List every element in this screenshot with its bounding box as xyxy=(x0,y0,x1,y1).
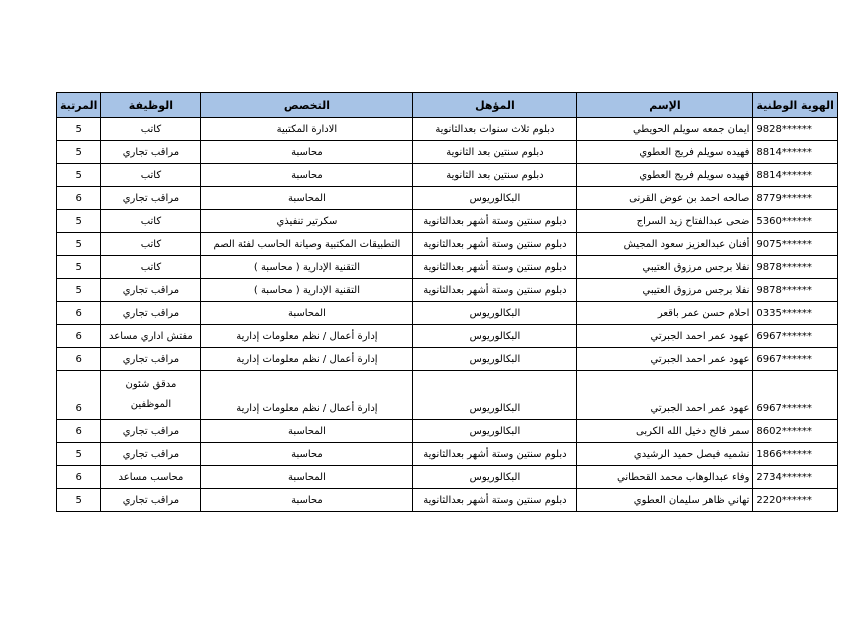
rank-cell: 6 xyxy=(57,302,101,325)
job-cell: مراقب تجاري xyxy=(101,141,201,164)
specialization-cell: التطبيقات المكتبية وصيانة الحاسب لفئة الصم xyxy=(201,233,413,256)
header-row xyxy=(57,93,838,118)
specialization-cell: التقنية الإدارية ( محاسبة ) xyxy=(201,256,413,279)
qualification-cell: دبلوم ثلاث سنوات بعدالثانوية xyxy=(413,118,577,141)
table-row xyxy=(57,187,838,210)
qualification-cell: البكالوريوس xyxy=(413,371,577,420)
rank-cell: 5 xyxy=(57,443,101,466)
national-id-cell: 2734****** xyxy=(753,466,838,489)
table-row xyxy=(57,325,838,348)
qualification-cell: دبلوم سنتين بعد الثانوية xyxy=(413,141,577,164)
specialization-cell: المحاسبة xyxy=(201,187,413,210)
table-row xyxy=(57,164,838,187)
rank-cell: 6 xyxy=(57,348,101,371)
table-body xyxy=(57,118,838,512)
specialization-cell: الادارة المكتبية xyxy=(201,118,413,141)
table-row xyxy=(57,279,838,302)
job-cell xyxy=(101,371,201,420)
job-cell: محاسب مساعد xyxy=(101,466,201,489)
job-cell: مراقب تجاري xyxy=(101,489,201,512)
national-id-cell: 6967****** xyxy=(753,325,838,348)
job-cell: كاتب xyxy=(101,164,201,187)
qualification-cell: البكالوريوس xyxy=(413,302,577,325)
rank-cell: 5 xyxy=(57,256,101,279)
qualification-cell: دبلوم سنتين وستة أشهر بعدالثانوية xyxy=(413,233,577,256)
job-cell: مراقب تجاري xyxy=(101,348,201,371)
header-name: الإسم xyxy=(577,93,753,118)
table-row xyxy=(57,420,838,443)
header-rank: المرتبة xyxy=(57,93,101,118)
job-cell: مراقب تجاري xyxy=(101,420,201,443)
job-cell: مراقب تجاري xyxy=(101,279,201,302)
job-cell: كاتب xyxy=(101,210,201,233)
job-cell: كاتب xyxy=(101,256,201,279)
specialization-cell: المحاسبة xyxy=(201,466,413,489)
table-row xyxy=(57,302,838,325)
qualification-cell: البكالوريوس xyxy=(413,420,577,443)
specialization-cell: إدارة أعمال / نظم معلومات إدارية xyxy=(201,371,413,420)
national-id-cell: 8814****** xyxy=(753,141,838,164)
job-cell: كاتب xyxy=(101,118,201,141)
name-cell: فهيده سويلم فريج العطوي xyxy=(577,164,753,187)
national-id-cell: 9828****** xyxy=(753,118,838,141)
qualification-cell: دبلوم سنتين وستة أشهر بعدالثانوية xyxy=(413,210,577,233)
header-national-id: الهوية الوطنية xyxy=(753,93,838,118)
name-cell: سمر فالح دخيل الله الكربى xyxy=(577,420,753,443)
name-cell: عهود عمر احمد الجبرتي xyxy=(577,348,753,371)
qualification-cell: دبلوم سنتين وستة أشهر بعدالثانوية xyxy=(413,443,577,466)
specialization-cell: المحاسبة xyxy=(201,302,413,325)
specialization-cell: التقنية الإدارية ( محاسبة ) xyxy=(201,279,413,302)
national-id-cell: 5360****** xyxy=(753,210,838,233)
qualification-cell: البكالوريوس xyxy=(413,325,577,348)
national-id-cell: 8814****** xyxy=(753,164,838,187)
table-row xyxy=(57,466,838,489)
job-line-1: مدقق شئون xyxy=(125,379,177,390)
rank-cell: 5 xyxy=(57,141,101,164)
name-cell: أفنان عبدالعزيز سعود المجيش xyxy=(577,233,753,256)
table-row xyxy=(57,443,838,466)
table-row xyxy=(57,233,838,256)
specialization-cell: محاسبة xyxy=(201,443,413,466)
name-cell: نفلا برجس مرزوق العتيبي xyxy=(577,279,753,302)
qualification-cell: البكالوريوس xyxy=(413,348,577,371)
rank-cell: 5 xyxy=(57,489,101,512)
national-id-cell: 8602****** xyxy=(753,420,838,443)
specialization-cell: المحاسبة xyxy=(201,420,413,443)
table-row xyxy=(57,256,838,279)
specialization-cell: إدارة أعمال / نظم معلومات إدارية xyxy=(201,325,413,348)
specialization-cell: محاسبة xyxy=(201,489,413,512)
header-qualification: المؤهل xyxy=(413,93,577,118)
table-row xyxy=(57,118,838,141)
job-cell: مراقب تجاري xyxy=(101,302,201,325)
national-id-cell: 6967****** xyxy=(753,371,838,420)
candidates-table xyxy=(56,92,838,512)
national-id-cell: 8779****** xyxy=(753,187,838,210)
national-id-cell: 9878****** xyxy=(753,279,838,302)
job-cell: مفتش اداري مساعد xyxy=(101,325,201,348)
name-cell: وفاء عبدالوهاب محمد القحطاني xyxy=(577,466,753,489)
name-cell: ايمان جمعه سويلم الحويطي xyxy=(577,118,753,141)
qualification-cell: البكالوريوس xyxy=(413,466,577,489)
rank-cell: 5 xyxy=(57,233,101,256)
name-cell: عهود عمر احمد الجبرتي xyxy=(577,325,753,348)
specialization-cell: إدارة أعمال / نظم معلومات إدارية xyxy=(201,348,413,371)
rank-cell: 5 xyxy=(57,164,101,187)
name-cell: نفلا برجس مرزوق العتيبي xyxy=(577,256,753,279)
job-cell: مراقب تجاري xyxy=(101,187,201,210)
rank-cell: 5 xyxy=(57,279,101,302)
rank-cell: 5 xyxy=(57,118,101,141)
specialization-cell: محاسبة xyxy=(201,164,413,187)
name-cell: ضحى عبدالفتاح زيد السراج xyxy=(577,210,753,233)
header-specialization: التخصص xyxy=(201,93,413,118)
table-row xyxy=(57,210,838,233)
specialization-cell: محاسبة xyxy=(201,141,413,164)
qualification-cell: دبلوم سنتين وستة أشهر بعدالثانوية xyxy=(413,489,577,512)
qualification-cell: دبلوم سنتين وستة أشهر بعدالثانوية xyxy=(413,279,577,302)
national-id-cell: 9878****** xyxy=(753,256,838,279)
table-row xyxy=(57,348,838,371)
job-cell: كاتب xyxy=(101,233,201,256)
name-cell: نشميه فيصل حميد الرشيدي xyxy=(577,443,753,466)
table-row xyxy=(57,141,838,164)
job-cell: مراقب تجاري xyxy=(101,443,201,466)
rank-cell: 6 xyxy=(57,466,101,489)
rank-cell: 6 xyxy=(57,371,101,420)
rank-cell: 6 xyxy=(57,325,101,348)
specialization-cell: سكرتير تنفيذي xyxy=(201,210,413,233)
name-cell: تهاني ظاهر سليمان العطوي xyxy=(577,489,753,512)
header-job: الوظيفة xyxy=(101,93,201,118)
national-id-cell: 2220****** xyxy=(753,489,838,512)
table-row xyxy=(57,489,838,512)
qualification-cell: دبلوم سنتين وستة أشهر بعدالثانوية xyxy=(413,256,577,279)
name-cell: فهيده سويلم فريج العطوي xyxy=(577,141,753,164)
national-id-cell: 6967****** xyxy=(753,348,838,371)
national-id-cell: 9075****** xyxy=(753,233,838,256)
rank-cell: 6 xyxy=(57,420,101,443)
name-cell: احلام حسن عمر باقعر xyxy=(577,302,753,325)
rank-cell: 6 xyxy=(57,187,101,210)
name-cell: صالحه احمد بن عوض القرنى xyxy=(577,187,753,210)
qualification-cell: البكالوريوس xyxy=(413,187,577,210)
rank-cell: 5 xyxy=(57,210,101,233)
name-cell: عهود عمر احمد الجبرتي xyxy=(577,371,753,420)
national-id-cell: 0335****** xyxy=(753,302,838,325)
job-line-2: الموظفين xyxy=(130,399,172,410)
qualification-cell: دبلوم سنتين بعد الثانوية xyxy=(413,164,577,187)
national-id-cell: 1866****** xyxy=(753,443,838,466)
table-row xyxy=(57,371,838,420)
